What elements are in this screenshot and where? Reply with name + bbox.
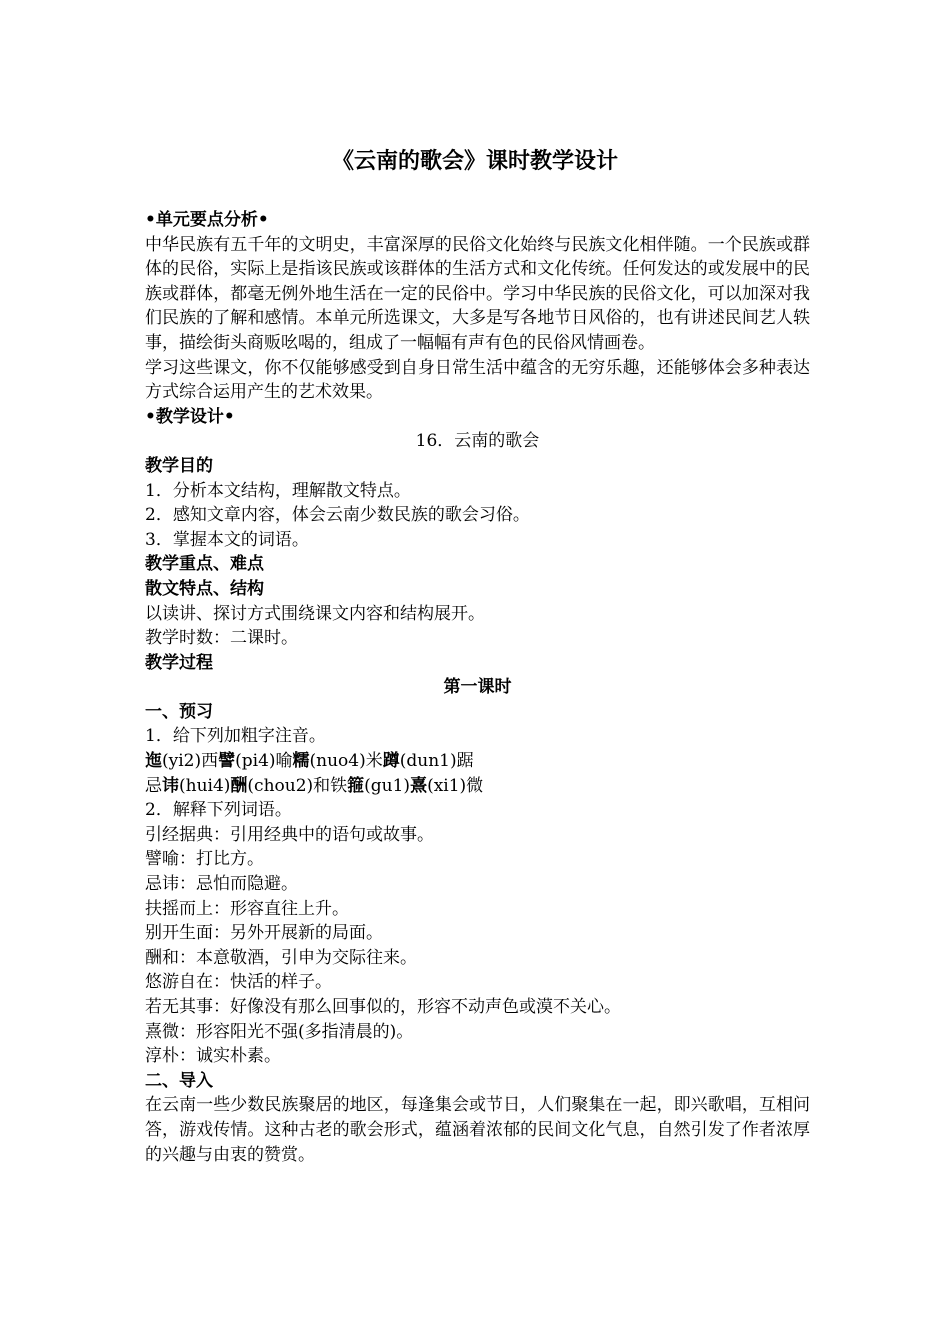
pinyin-text: (hui4) <box>179 775 231 796</box>
teaching-method: 以读讲、探讨方式围绕课文内容和结构展开。 <box>145 603 485 624</box>
bold-character: 迤 <box>145 751 162 772</box>
word-definition: 譬喻：打比方。 <box>145 849 264 870</box>
word-definition: 酬和：本意敬酒，引申为交际往来。 <box>145 947 417 968</box>
intro-heading: 二、导入 <box>145 1070 213 1091</box>
pinyin-text: (dun1)踞 <box>399 751 474 772</box>
teaching-hours: 教学时数：二课时。 <box>145 628 298 649</box>
key-points-heading: 教学重点、难点 <box>145 554 264 575</box>
pinyin-text: 忌 <box>145 775 162 796</box>
bold-character: 熹 <box>410 775 428 796</box>
pinyin-text: (xi1)微 <box>427 775 484 796</box>
preview-heading: 一、预习 <box>145 701 213 722</box>
word-definition: 悠游自在：快活的样子。 <box>145 972 332 993</box>
key-points-subheading: 散文特点、结构 <box>145 578 264 599</box>
bold-character: 酬 <box>230 775 248 796</box>
first-period-heading: 第一课时 <box>443 677 512 698</box>
bold-character: 蹲 <box>382 751 400 772</box>
word-definition: 别开生面：另外开展新的局面。 <box>145 923 383 944</box>
teaching-design-heading: •教学设计• <box>145 406 235 427</box>
word-definition: 引经据典：引用经典中的语句或故事。 <box>145 824 434 845</box>
pinyin-text: (pi4)喻 <box>235 751 293 772</box>
bold-character: 譬 <box>218 751 236 772</box>
preview-question-2: 2．解释下列词语。 <box>145 800 292 821</box>
bold-character: 讳 <box>162 775 179 796</box>
word-definition: 熹微：形容阳光不强(多指清晨的)。 <box>145 1021 414 1042</box>
pinyin-line-1 <box>145 749 810 774</box>
intro-paragraph: 在云南一些少数民族聚居的地区，每逢集会或节日，人们聚集在一起，即兴歌唱，互相问答，游戏传情。这种古老的歌会形式，蕴涵着浓郁的民间文化气息，自然引发了作者浓厚的兴趣与由衷的赞赏。 <box>145 1095 810 1165</box>
teaching-goal-item: 2．感知文章内容，体会云南少数民族的歌会习俗。 <box>145 505 530 526</box>
preview-question-1: 1．给下列加粗字注音。 <box>145 726 326 747</box>
unit-analysis-paragraph-1: 中华民族有五千年的文明史，丰富深厚的民俗文化始终与民族文化相伴随。一个民族或群体的民俗，实际上是指该民族或该群体的生活方式和文化传统。任何发达的或发展中的民族或群体，都毫无例外地生活在一定的民俗中。学习中华民族的民俗文化，可以加深对我们民族的了解和感情。本单元所选课文，大多是写各地节日风俗的，也有讲述民间艺人轶事，描绘街头商贩吆喝的，组成了一幅幅有声有色的民俗风情画卷。 <box>145 234 810 353</box>
lesson-title: 16．云南的歌会 <box>415 431 540 452</box>
pinyin-text: (yi2)西 <box>162 751 219 772</box>
teaching-goal-item: 3．掌握本文的词语。 <box>145 529 309 550</box>
pinyin-line-2 <box>145 774 810 799</box>
word-definition: 忌讳：忌怕而隐避。 <box>145 874 298 895</box>
bold-character: 箍 <box>347 775 365 796</box>
document-body <box>145 208 810 1167</box>
unit-analysis-heading: •单元要点分析• <box>145 210 269 230</box>
document-title: 《云南的歌会》课时教学设计 <box>331 149 618 174</box>
word-definition: 扶摇而上：形容直往上升。 <box>145 898 349 919</box>
teaching-goal-item: 1．分析本文结构，理解散文特点。 <box>145 480 411 501</box>
pinyin-text: (chou2)和铁 <box>247 775 348 796</box>
bold-character: 糯 <box>292 751 310 772</box>
unit-analysis-paragraph-2: 学习这些课文，你不仅能够感受到自身日常生活中蕴含的无穷乐趣，还能够体会多种表达方式综合运用产生的艺术效果。 <box>145 357 810 403</box>
word-definition: 淳朴：诚实朴素。 <box>145 1046 281 1067</box>
word-definition: 若无其事：好像没有那么回事似的，形容不动声色或漠不关心。 <box>145 997 621 1017</box>
pinyin-text: (nuo4)米 <box>309 751 383 772</box>
teaching-process-heading: 教学过程 <box>145 652 213 673</box>
teaching-goals-heading: 教学目的 <box>145 455 213 476</box>
pinyin-text: (gu1) <box>364 775 411 796</box>
